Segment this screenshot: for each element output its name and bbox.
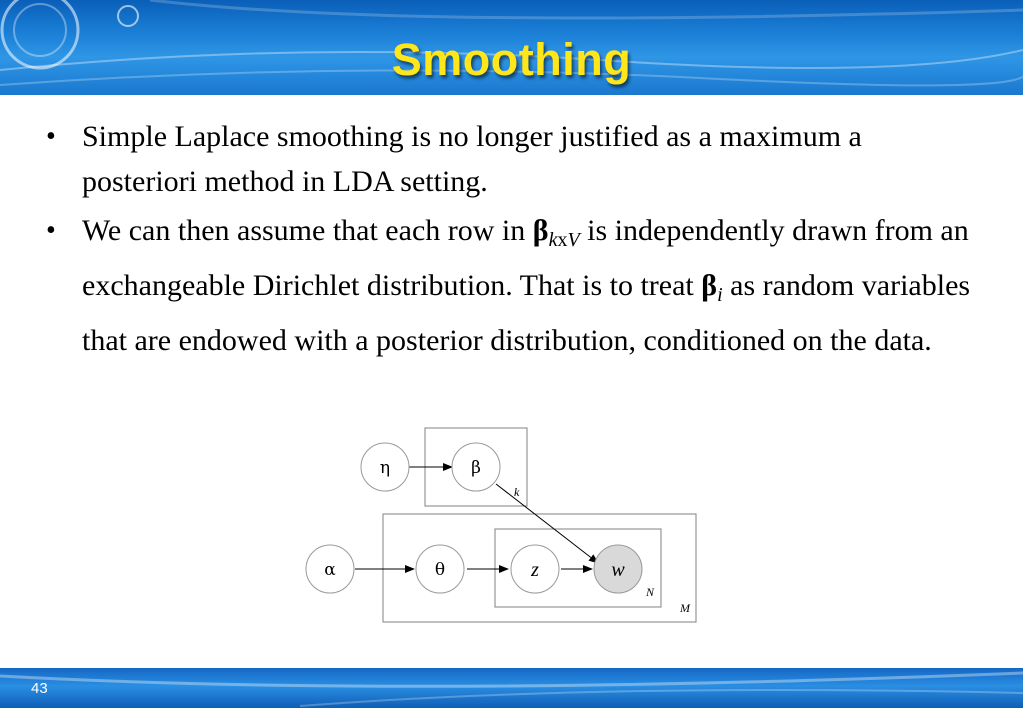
beta-symbol: β bbox=[532, 214, 549, 247]
lda-graphical-model bbox=[300, 424, 710, 629]
beta-subscript-i: i bbox=[717, 284, 723, 306]
plate-n-label: N bbox=[646, 585, 655, 599]
plate-k-label: k bbox=[514, 485, 520, 499]
bullet-text: is independently drawn from an exchangeable Dirichlet distribution. That is to treat bbox=[82, 214, 969, 302]
bullet-text: as random variables that are endowed with a posterior distribution, conditioned on the data. bbox=[82, 269, 971, 357]
slide-title: Smoothing bbox=[391, 34, 632, 85]
node-beta-label: β bbox=[471, 458, 481, 478]
node-eta-label: η bbox=[379, 458, 391, 478]
bullet-text: We can then assume that each row in bbox=[82, 214, 533, 247]
slide-footer bbox=[0, 668, 1023, 708]
beta-symbol: β bbox=[701, 269, 718, 302]
node-w-label: w bbox=[611, 559, 625, 581]
bullet-text: Simple Laplace smoothing is no longer justified as a maximum a posteriori method in LDA setting. bbox=[82, 120, 862, 198]
slide-header bbox=[0, 0, 1023, 95]
bullet-item bbox=[42, 208, 972, 363]
node-z-label: z bbox=[531, 559, 539, 581]
page-number: 43 bbox=[31, 680, 48, 697]
plate-m-label: M bbox=[680, 601, 690, 615]
bullet-item bbox=[42, 114, 972, 204]
footer-decoration bbox=[0, 668, 1023, 708]
subscript-x: x bbox=[557, 229, 568, 251]
beta-subscript bbox=[549, 229, 580, 251]
bullet-list bbox=[42, 114, 972, 367]
node-theta-label: θ bbox=[434, 560, 446, 580]
node-alpha-label: α bbox=[324, 560, 336, 580]
subscript-k: k bbox=[548, 229, 558, 251]
subscript-v: V bbox=[567, 229, 580, 251]
